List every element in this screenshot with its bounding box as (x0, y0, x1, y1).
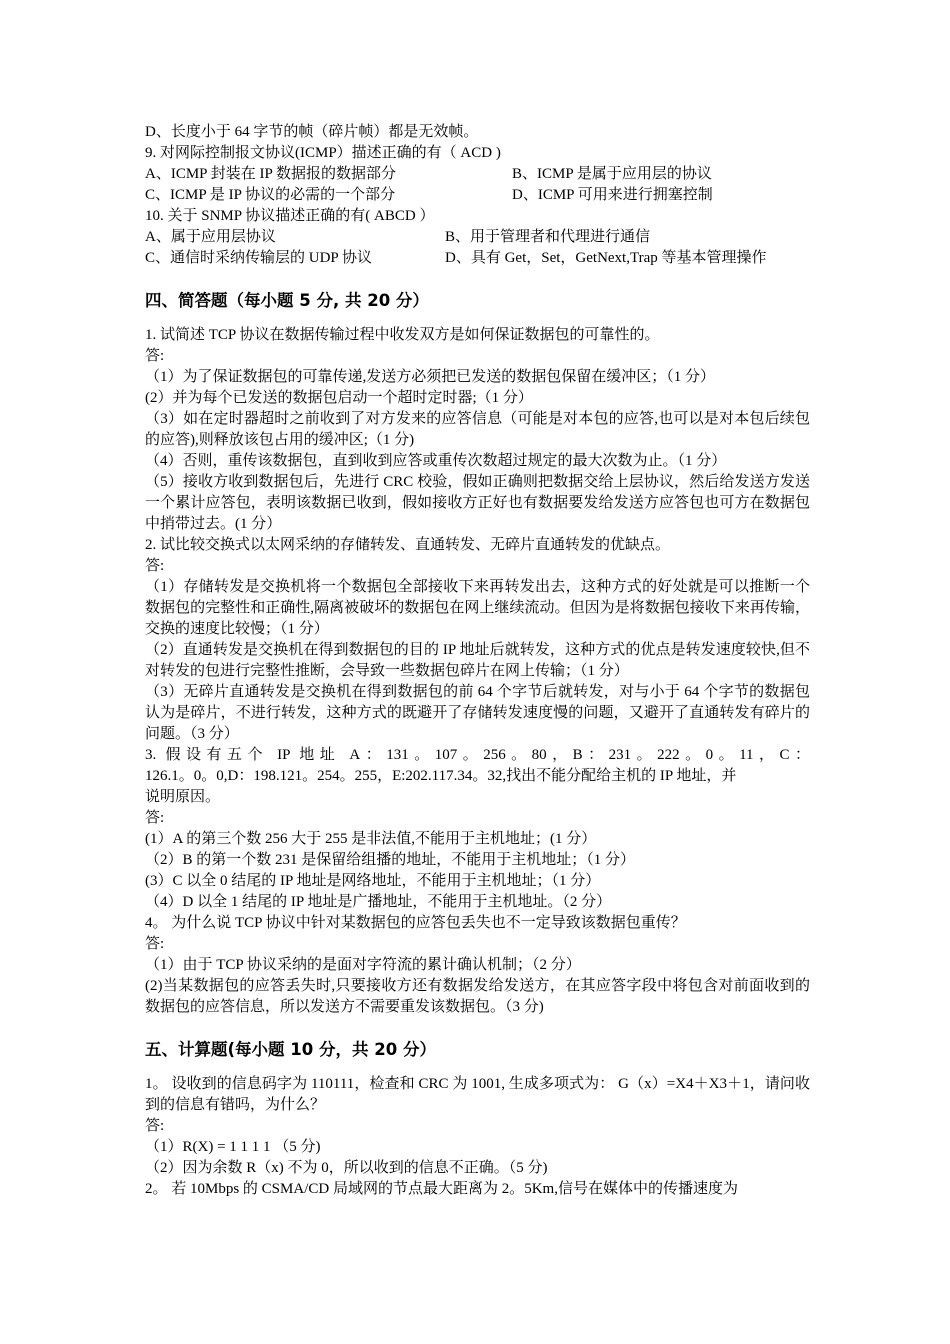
s4-q2-answer-line: （1）存储转发是交换机将一个数据包全部接收下来再转发出去，这种方式的好处就是可以推断一个数据包的完整性和正确性,隔离被破坏的数据包在网上继续流动。但因为是将数据包接收下来再传输，交换的速度比较慢；（1 分） (145, 579, 810, 637)
s4-q3-answer-line: （4）D 以全 1 结尾的 IP 地址是广播地址，不能用于主机地址。（2 分） (145, 894, 612, 910)
question-9-options-row-1 (145, 164, 810, 185)
s4-q3-answer-label: 答: (145, 810, 165, 826)
question-10-options-row-2 (145, 248, 810, 269)
s4-q2-answer-line: （3）无碎片直通转发是交换机在得到数据包的前 64 个字节后就转发，对与小于 64 个字节的数据包认为是碎片，不进行转发，这种方式的既避开了存储转发速度慢的问题，又避开了直通转发有碎片的问题。（3 分） (145, 684, 810, 742)
s4-q4-answer-line: (2)当某数据包的应答丢失时,只要接收方还有数据发给发送方，在其应答字段中将包含对前面收到的数据包的应答信息，所以发送方不需要重发该数据包。（3 分) (145, 978, 810, 1015)
question-9-options-row-2 (145, 185, 810, 206)
question-9: 9. 对网际控制报文协议(ICMP）描述正确的有（ ACD ) (145, 145, 501, 161)
s4-question-2: 2. 试比较交换式以太网采纳的存储转发、直通转发、无碎片直通转发的优缺点。 (145, 537, 671, 553)
question-10-option-a: A、属于应用层协议 (145, 229, 276, 245)
s5-question-2: 2。 若 10Mbps 的 CSMA/CD 局域网的节点最大距离为 2。5Km,信号在媒体中的传播速度为 (145, 1181, 738, 1197)
s4-q3-answer-line: (1）A 的第三个数 256 大于 255 是非法值,不能用于主机地址；(1 分） (145, 831, 597, 847)
s5-q1-answer-line: （1）R(X) = 1 1 1 1 （5 分) (145, 1139, 321, 1155)
s4-question-4: 4。 为什么说 TCP 协议中针对某数据包的应答包丢失也不一定导致该数据包重传？ (145, 915, 686, 931)
s4-q4-answer-label: 答: (145, 936, 165, 952)
question-9-option-b: B、ICMP 是属于应用层的协议 (512, 166, 712, 182)
question-10-options-row-1 (145, 227, 810, 248)
s4-q1-answer-label: 答: (145, 348, 165, 364)
s4-question-3-line-2: 126.1。0。0,D：198.121。254。255，E:202.117.34。32,找出不能分配给主机的 IP 地址，并 (145, 768, 737, 784)
s4-q1-answer-line: （5）接收方收到数据包后，先进行 CRC 校验，假如正确则把数据交给上层协议，然后给发送方发送一个累计应答包，表明该数据已收到，假如接收方正好也有数据要发给发送方应答包也可方在数据包中捎带过去。(1 分） (145, 474, 810, 532)
s4-q1-answer-line: （1）为了保证数据包的可靠传递,发送方必须把已发送的数据包保留在缓冲区；（1 分） (145, 369, 716, 385)
s4-q2-answer-label: 答: (145, 558, 165, 574)
s4-q4-answer-line: （1）由于 TCP 协议采纳的是面对字符流的累计确认机制；（2 分） (145, 957, 581, 973)
s4-q1-answer-line: (2）并为每个已发送的数据包启动一个超时定时器;（1 分） (145, 390, 533, 406)
question-10-option-c: C、通信时采纳传输层的 UDP 协议 (145, 250, 372, 266)
s4-q3-answer-line: （2）B 的第一个数 231 是保留给组播的地址，不能用于主机地址；（1 分） (145, 852, 636, 868)
document-body (145, 122, 810, 1200)
question-9-option-c: C、ICMP 是 IP 协议的必需的一个部分 (145, 187, 396, 203)
s5-q1-answer-label: 答: (145, 1118, 165, 1134)
question-9-option-d: D、ICMP 可用来进行拥塞控制 (512, 187, 713, 203)
question-10-option-b: B、用于管理者和代理进行通信 (445, 229, 651, 245)
s4-question-3-line-3: 说明原因。 (145, 789, 221, 805)
option-d-line: D、长度小于 64 字节的帧（碎片帧）都是无效帧。 (145, 124, 479, 140)
question-10: 10. 关于 SNMP 协议描述正确的有( ABCD ） (145, 208, 435, 224)
question-9-option-a: A、ICMP 封装在 IP 数据报的数据部分 (145, 166, 396, 182)
section-5-heading: 五、计算题(每小题 10 分，共 20 分） (145, 1040, 436, 1059)
s4-q2-answer-line: （2）直通转发是交换机在得到数据包的目的 IP 地址后就转发，这种方式的优点是转发速度较快,但不对转发的包进行完整性推断，会导致一些数据包碎片在网上传输；（1 分） (145, 642, 810, 679)
s4-q1-answer-line: （4）否则，重传该数据包，直到收到应答或重传次数超过规定的最大次数为止。（1 分） (145, 453, 727, 469)
s4-question-1: 1. 试简述 TCP 协议在数据传输过程中收发双方是如何保证数据包的可靠性的。 (145, 327, 660, 343)
s4-q1-answer-line: （3）如在定时器超时之前收到了对方发来的应答信息（可能是对本包的应答,也可以是对本包后续包的应答),则释放该包占用的缓冲区;（1 分) (145, 411, 810, 448)
s5-q1-answer-line: （2）因为余数 R（x) 不为 0，所以收到的信息不正确。（5 分) (145, 1160, 548, 1176)
s5-question-1: 1。 设收到的信息码字为 110111，检查和 CRC 为 1001, 生成多项式为： G（x）=X4＋X3＋1，请问收到的信息有错吗，为什么？ (145, 1076, 810, 1113)
s4-q3-answer-line: (3）C 以全 0 结尾的 IP 地址是网络地址，不能用于主机地址；（1 分） (145, 873, 601, 889)
section-4-heading: 四、简答题（每小题 5 分, 共 20 分） (145, 291, 429, 310)
s4-question-3-line-1: 3. 假设有五个 IP 地址 A：131。107。256。80，B：231。222。0。11，C： (145, 747, 810, 763)
question-10-option-d: D、具有 Get，Set，GetNext,Trap 等基本管理操作 (445, 250, 767, 266)
